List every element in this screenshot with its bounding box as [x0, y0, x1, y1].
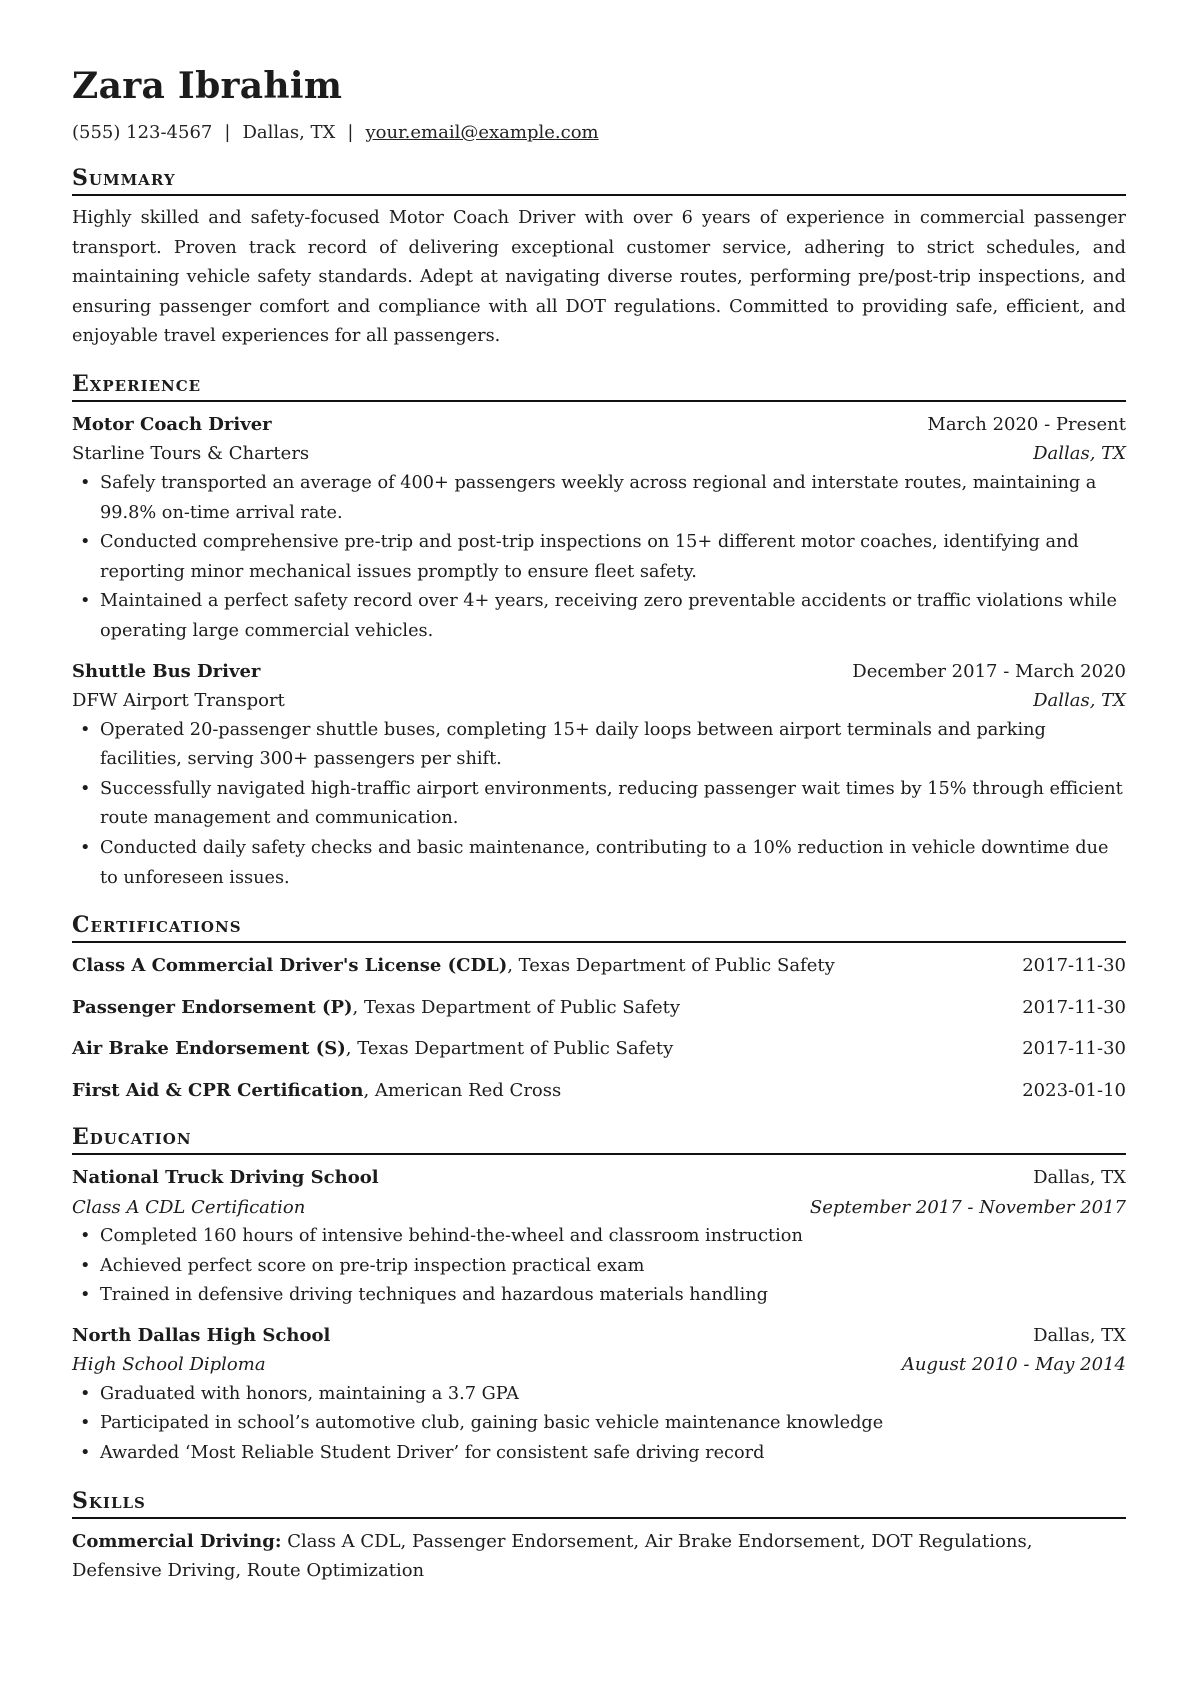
list-item: • Participated in school’s automotive club, gaining basic vehicle maintenance knowledge: [72, 1409, 1126, 1439]
experience-entry: [72, 657, 1126, 894]
list-item: • Awarded ‘Most Reliable Student Driver’ for consistent safe driving record: [72, 1439, 1126, 1469]
list-item: • Completed 160 hours of intensive behind-the-wheel and classroom instruction: [72, 1222, 1126, 1252]
certification-date: 2017-11-30: [1022, 955, 1126, 977]
list-item: • Achieved perfect score on pre-trip inspection practical exam: [72, 1252, 1126, 1282]
skills-line: [72, 1527, 1126, 1586]
section-heading-summary: Summary: [72, 163, 1126, 196]
list-item: • Graduated with honors, maintaining a 3.7 GPA: [72, 1380, 1126, 1410]
degree: Class A CDL Certification: [72, 1196, 306, 1218]
education-section: [72, 1122, 1126, 1469]
school-location: Dallas, TX: [1033, 1167, 1126, 1189]
certifications-section: [72, 910, 1126, 1105]
certification-name: First Aid & CPR Certification: [72, 1079, 364, 1101]
job-bullets: [72, 469, 1126, 647]
school-name: North Dallas High School: [72, 1324, 331, 1346]
company-name: Starline Tours & Charters: [72, 443, 310, 465]
separator: |: [347, 122, 354, 143]
school-name: National Truck Driving School: [72, 1167, 379, 1189]
school-subheader: [72, 1350, 1126, 1380]
job-location: Dallas, TX: [1033, 690, 1126, 712]
separator: |: [224, 122, 231, 143]
certification-name: Air Brake Endorsement (S): [72, 1038, 346, 1060]
resume-page: [72, 60, 1126, 1586]
education-entry: [72, 1321, 1126, 1469]
list-item: • Trained in defensive driving techniques and hazardous materials handling: [72, 1281, 1126, 1311]
phone: (555) 123-4567: [72, 122, 213, 143]
job-header: [72, 410, 1126, 440]
certification-text: [72, 993, 680, 1023]
section-heading-education: Education: [72, 1122, 1126, 1155]
certification-date: 2017-11-30: [1022, 1038, 1126, 1060]
certification-list: [72, 951, 1126, 1105]
certification-name: Passenger Endorsement (P): [72, 996, 353, 1018]
certification-date: 2023-01-10: [1022, 1079, 1126, 1101]
certification-issuer: , Texas Department of Public Safety: [507, 955, 835, 977]
school-header: [72, 1163, 1126, 1193]
certification-text: [72, 1076, 561, 1106]
certification-date: 2017-11-30: [1022, 996, 1126, 1018]
job-subheader: [72, 439, 1126, 469]
certification-item: [72, 1034, 1126, 1064]
education-bullets: [72, 1222, 1126, 1311]
certification-item: [72, 1076, 1126, 1106]
job-dates: December 2017 - March 2020: [852, 660, 1126, 682]
list-item: • Operated 20-passenger shuttle buses, completing 15+ daily loops between airport terminals and parking facilities, serving 300+ passengers per shift.: [72, 716, 1126, 775]
section-heading-certifications: Certifications: [72, 910, 1126, 943]
list-item: • Safely transported an average of 400+ passengers weekly across regional and interstate routes, maintaining a 99.8% on-time arrival rate.: [72, 469, 1126, 528]
location: Dallas, TX: [242, 122, 336, 143]
certification-item: [72, 993, 1126, 1023]
job-dates: March 2020 - Present: [927, 413, 1126, 435]
list-item: • Successfully navigated high-traffic airport environments, reducing passenger wait times by 15% through efficient route management and communication.: [72, 775, 1126, 834]
section-heading-skills: Skills: [72, 1486, 1126, 1519]
education-entry: [72, 1163, 1126, 1311]
job-title: Shuttle Bus Driver: [72, 660, 261, 682]
job-subheader: [72, 686, 1126, 716]
list-item: • Maintained a perfect safety record over 4+ years, receiving zero preventable accidents or traffic violations while operating large commercial vehicles.: [72, 587, 1126, 646]
contact-line: [72, 120, 1126, 146]
list-item: • Conducted comprehensive pre-trip and post-trip inspections on 15+ different motor coaches, identifying and reporting minor mechanical issues promptly to ensure fleet safety.: [72, 528, 1126, 587]
certification-text: [72, 1034, 673, 1064]
school-header: [72, 1321, 1126, 1351]
skills-list: Class A CDL, Passenger Endorsement, Air Brake Endorsement, DOT Regulations, Defensive Driving, Route Optimization: [72, 1530, 1033, 1582]
email-link[interactable]: your.email@example.com: [365, 122, 599, 143]
certification-issuer: , American Red Cross: [363, 1079, 562, 1101]
job-header: [72, 657, 1126, 687]
certification-issuer: , Texas Department of Public Safety: [352, 996, 681, 1018]
education-bullets: [72, 1380, 1126, 1469]
list-item: • Conducted daily safety checks and basic maintenance, contributing to a 10% reduction in vehicle downtime due to unforeseen issues.: [72, 834, 1126, 893]
job-location: Dallas, TX: [1033, 443, 1126, 465]
skills-category-label: Commercial Driving:: [72, 1530, 282, 1552]
job-bullets: [72, 716, 1126, 894]
company-name: DFW Airport Transport: [72, 690, 285, 712]
certification-issuer: , Texas Department of Public Safety: [345, 1038, 674, 1060]
summary-section: [72, 163, 1126, 352]
summary-text: Highly skilled and safety-focused Motor Coach Driver with over 6 years of experience in commercial passenger transport. Proven track record of delivering exceptional customer service, adhering to strict schedules, and maintaining vehicle safety standards. Adept at navigating diverse routes, performing pre/post-trip inspections, and ensuring passenger comfort and compliance with all DOT regulations. Committed to providing safe, efficient, and enjoyable travel experiences for all passengers.: [72, 208, 1126, 347]
degree: High School Diploma: [72, 1354, 266, 1376]
education-dates: September 2017 - November 2017: [809, 1196, 1126, 1218]
education-dates: August 2010 - May 2014: [901, 1354, 1126, 1376]
school-location: Dallas, TX: [1033, 1324, 1126, 1346]
candidate-name: Zara Ibrahim: [72, 65, 343, 107]
certification-text: [72, 951, 835, 981]
experience-entry: [72, 410, 1126, 647]
school-subheader: [72, 1193, 1126, 1223]
job-title: Motor Coach Driver: [72, 413, 272, 435]
section-heading-experience: Experience: [72, 369, 1126, 402]
experience-section: [72, 369, 1126, 893]
certification-name: Class A Commercial Driver's License (CDL): [72, 955, 508, 977]
certification-item: [72, 951, 1126, 981]
skills-section: [72, 1486, 1126, 1586]
